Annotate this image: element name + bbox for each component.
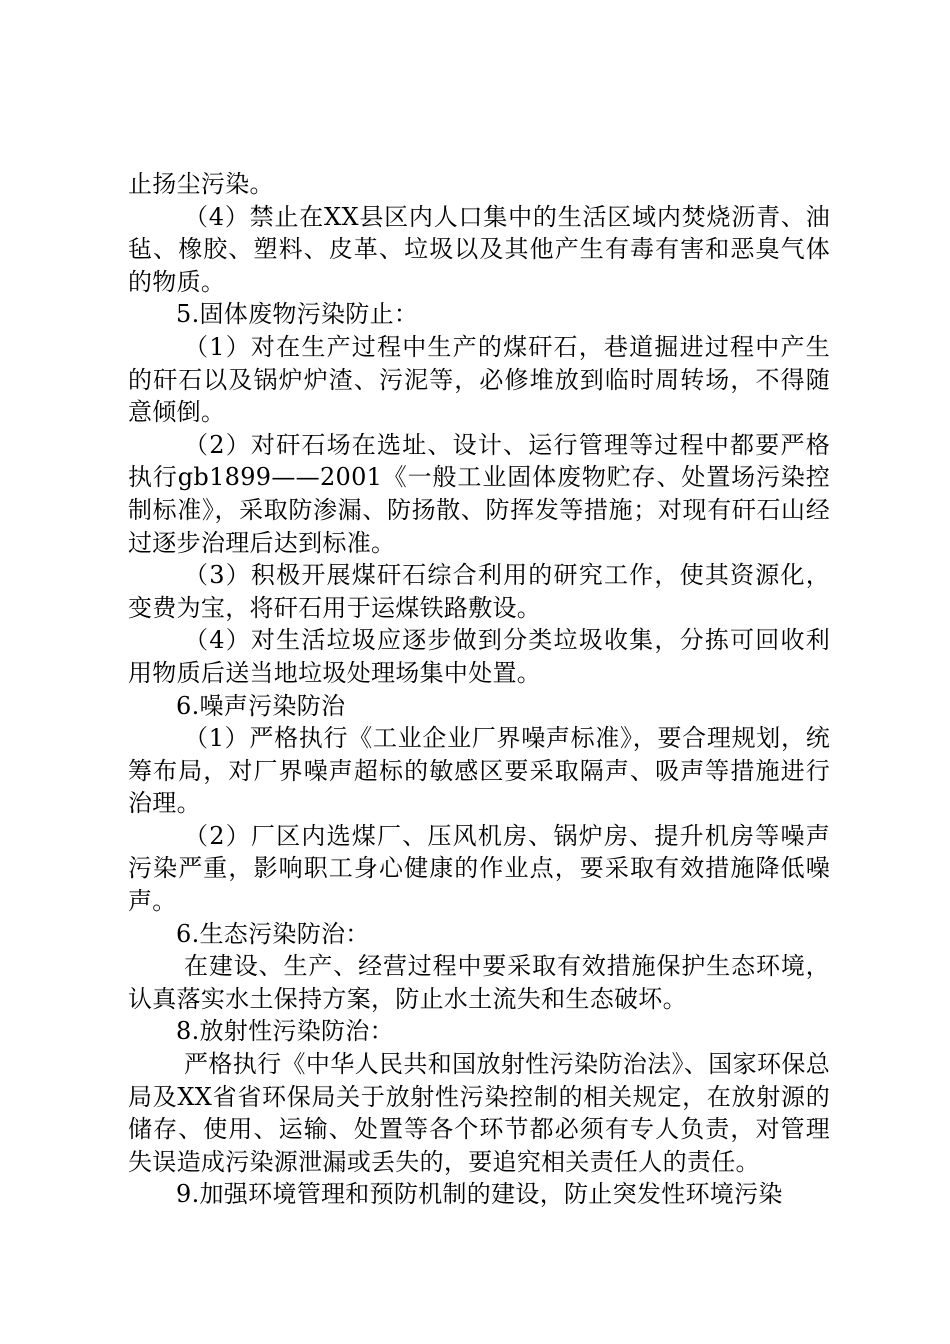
heading-management: 9.加强环境管理和预防机制的建设，防止突发性环境污染 — [176, 1180, 783, 1209]
paragraph-continuation: 止扬尘污染。 — [128, 170, 274, 198]
paragraph-item-4-garbage: （4）对生活垃圾应逐步做到分类垃圾收集，分拣可回收利用物质后送当地垃圾处理场集中处置。 — [128, 626, 830, 687]
paragraph-item-1-coal-gangue: （1）对在生产过程中生产的煤矸石，巷道掘进过程中产生的矸石以及锅炉炉渣、污泥等，必修堆放到临时周转场，不得随意倾倒。 — [128, 332, 830, 427]
paragraph-ecology: 在建设、生产、经营过程中要采取有效措施保护生态环境，认真落实水土保持方案，防止水土流失和生态破坏。 — [128, 952, 830, 1013]
document-body — [128, 168, 830, 1211]
heading-ecology: 6.生态污染防治： — [176, 919, 370, 948]
paragraph-item-3-reuse: （3）积极开展煤矸石综合利用的研究工作，使其资源化，变费为宝，将矸石用于运煤铁路敷设。 — [128, 561, 830, 622]
heading-noise: 6.噪声污染防治 — [176, 691, 346, 720]
paragraph-item-2-noise-sites: （2）厂区内选煤厂、压风机房、锅炉房、提升机房等噪声污染严重，影响职工身心健康的作业点，要采取有效措施降低噪声。 — [128, 821, 830, 916]
paragraph-radiation: 严格执行《中华人民共和国放射性污染防治法》、国家环保总局及XX省省环保局关于放射性污染控制的相关规定，在放射源的储存、使用、运输、处置等各个环节都必须有专人负责，对管理失误造成污染源泄漏或丢失的，要追究相关责任人的责任。 — [128, 1050, 830, 1176]
paragraph-item-1-noise-standard: （1）严格执行《工业企业厂界噪声标准》，要合理规划，统筹布局，对厂界噪声超标的敏感区要采取隔声、吸声等措施进行治理。 — [128, 724, 830, 818]
heading-solid-waste: 5.固体废物污染防止： — [176, 300, 419, 329]
paragraph-item-2-gangue-site: （2）对矸石场在选址、设计、运行管理等过程中都要严格执行gb1899——2001《一般工业固体废物贮存、处置场污染控制标准》，采取防渗漏、防扬散、防挥发等措施；对现有矸石山经过逐步治理后达到标准。 — [128, 430, 830, 557]
heading-radiation: 8.放射性污染防治： — [176, 1017, 394, 1046]
paragraph-item-4-burning-ban: （4）禁止在XX县区内人口集中的生活区域内焚烧沥青、油毡、橡胶、塑料、皮革、垃圾以及其他产生有毒有害和恶臭气体的物质。 — [128, 202, 830, 296]
